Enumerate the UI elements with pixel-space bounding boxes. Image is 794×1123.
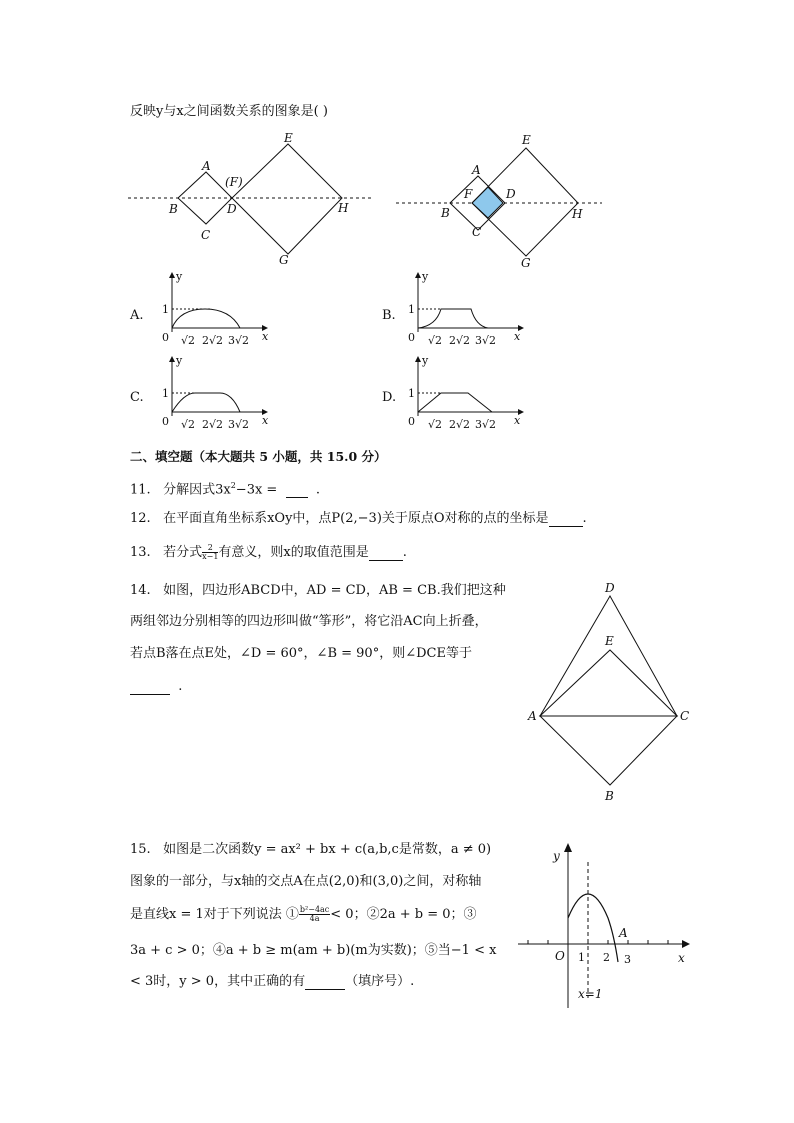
fig2-label-d: D <box>506 187 516 201</box>
q12-text: 在平面直角坐标系xOy中，点P(2,−3)关于原点O对称的点的坐标是 <box>163 511 549 526</box>
fig4-label-axis: x=1 <box>578 987 603 1001</box>
option-d-origin: 0 <box>408 415 415 428</box>
fig2-label-h: H <box>572 207 583 221</box>
option-b-origin: 0 <box>408 331 415 344</box>
option-d-tick1: √2 <box>428 418 443 431</box>
fig3-label-b: B <box>605 789 614 803</box>
option-d-tick2: 2√2 <box>449 418 471 431</box>
fig2-label-a: A <box>472 163 481 177</box>
fig4-label-y: y <box>553 849 560 863</box>
q14-end: . <box>178 679 183 694</box>
option-c-origin: 0 <box>162 415 169 428</box>
fig4-label-x: x <box>678 951 685 965</box>
option-c-x: x <box>262 414 269 427</box>
option-a-x: x <box>262 330 269 343</box>
option-b-tick1: √2 <box>428 334 443 347</box>
option-c-one: 1 <box>162 387 169 400</box>
q15-line3b: < 0；②2a + b = 0；③ <box>330 907 477 922</box>
fig1-label-c: C <box>201 228 211 242</box>
fig1-label-f: (F) <box>225 175 243 189</box>
option-b-y: y <box>422 270 429 283</box>
q15-line1: 如图是二次函数y = ax² + bx + c(a,b,c是常数，a ≠ 0) <box>163 842 492 857</box>
option-c-tick1: √2 <box>181 418 196 431</box>
q13-frac-num: 2 <box>202 544 218 553</box>
fig3-label-e: E <box>605 634 614 648</box>
fig1-label-a: A <box>202 159 211 173</box>
fig3-label-d: D <box>605 581 615 595</box>
q14-line3: 若点B落在点E处，∠D = 60°，∠B = 90°，则∠DCE等于 <box>130 646 472 661</box>
option-a-origin: 0 <box>162 331 169 344</box>
option-b-tick3: 3√2 <box>475 334 497 347</box>
option-d-x: x <box>514 414 521 427</box>
fig1-label-h: H <box>338 201 349 215</box>
fig2-label-c: C <box>472 225 482 239</box>
fig4-label-origin: O <box>555 949 565 963</box>
fig1-label-d: D <box>227 202 237 216</box>
option-c-letter: C. <box>130 390 144 405</box>
option-b-x: x <box>514 330 521 343</box>
q14-line1: 如图，四边形ABCD中，AD = CD，AB = CB.我们把这种 <box>163 583 506 598</box>
q13-end: . <box>402 545 407 560</box>
fig1-label-g: G <box>279 253 289 267</box>
option-a-tick3: 3√2 <box>228 334 250 347</box>
fig2-label-e: E <box>522 133 531 147</box>
q15-frac-num: b²−4ac <box>299 905 330 914</box>
q12-number: 12. <box>130 511 151 526</box>
fig4-label-2: 2 <box>603 951 610 964</box>
q15-line4: 3a + c > 0；④a + b ≥ m(am + b)(m为实数)；⑤当−1 < x <box>130 943 497 958</box>
fig2-label-f: F <box>464 187 473 201</box>
option-c-y: y <box>176 354 183 367</box>
q15-frac-den: 4a <box>309 914 320 923</box>
intro-text: 反映y与x之间函数关系的图象是( ) <box>130 104 328 119</box>
q11-text-a: 分解因式3x <box>163 482 231 498</box>
fig4-label-3: 3 <box>624 953 631 966</box>
fig3-label-c: C <box>680 709 690 723</box>
fig2-label-g: G <box>521 256 531 270</box>
q11-number: 11. <box>130 482 151 498</box>
fig4-label-a: A <box>619 926 628 940</box>
q13-number: 13. <box>130 545 151 560</box>
q11-sup: 2 <box>230 481 236 490</box>
option-b-tick2: 2√2 <box>449 334 471 347</box>
option-a-letter: A. <box>130 308 144 323</box>
option-b-one: 1 <box>408 303 415 316</box>
q15-line5b: （填序号）. <box>345 974 415 989</box>
fig1-label-b: B <box>169 202 178 216</box>
option-a-tick1: √2 <box>181 334 196 347</box>
q15-line5a: < 3时，y > 0，其中正确的有 <box>130 974 306 989</box>
option-a-y: y <box>176 270 183 283</box>
option-d-letter: D. <box>382 390 397 405</box>
q11-end: . <box>315 482 320 498</box>
option-a-one: 1 <box>162 303 169 316</box>
fig2-label-b: B <box>441 206 450 220</box>
q11-text-b: −3x = <box>235 482 282 498</box>
option-d-y: y <box>422 354 429 367</box>
q15-line3a: 是直线x = 1对于下列说法 ① <box>130 907 299 922</box>
q13-text-b: 有意义，则x的取值范围是 <box>218 545 369 560</box>
q12-end: . <box>582 511 587 526</box>
fig4-label-1: 1 <box>578 951 585 964</box>
q13-frac-den: x−1 <box>202 552 219 561</box>
q14-number: 14. <box>130 583 151 598</box>
option-c-tick3: 3√2 <box>228 418 250 431</box>
q15-line2: 图象的一部分，与x轴的交点A在点(2,0)和(3,0)之间，对称轴 <box>130 874 482 889</box>
option-b-letter: B. <box>382 308 396 323</box>
q13-text-a: 若分式 <box>163 545 203 560</box>
fig1-label-e: E <box>284 131 293 145</box>
option-a-tick2: 2√2 <box>202 334 224 347</box>
section-2-title: 二、填空题（本大题共 5 小题，共 15.0 分） <box>130 449 387 464</box>
option-d-tick3: 3√2 <box>475 418 497 431</box>
option-d-one: 1 <box>408 387 415 400</box>
option-c-tick2: 2√2 <box>202 418 224 431</box>
q15-number: 15. <box>130 842 151 857</box>
q14-line2: 两组邻边分别相等的四边形叫做“筝形”，将它沿AC向上折叠， <box>130 614 488 629</box>
fig3-label-a: A <box>528 709 537 723</box>
